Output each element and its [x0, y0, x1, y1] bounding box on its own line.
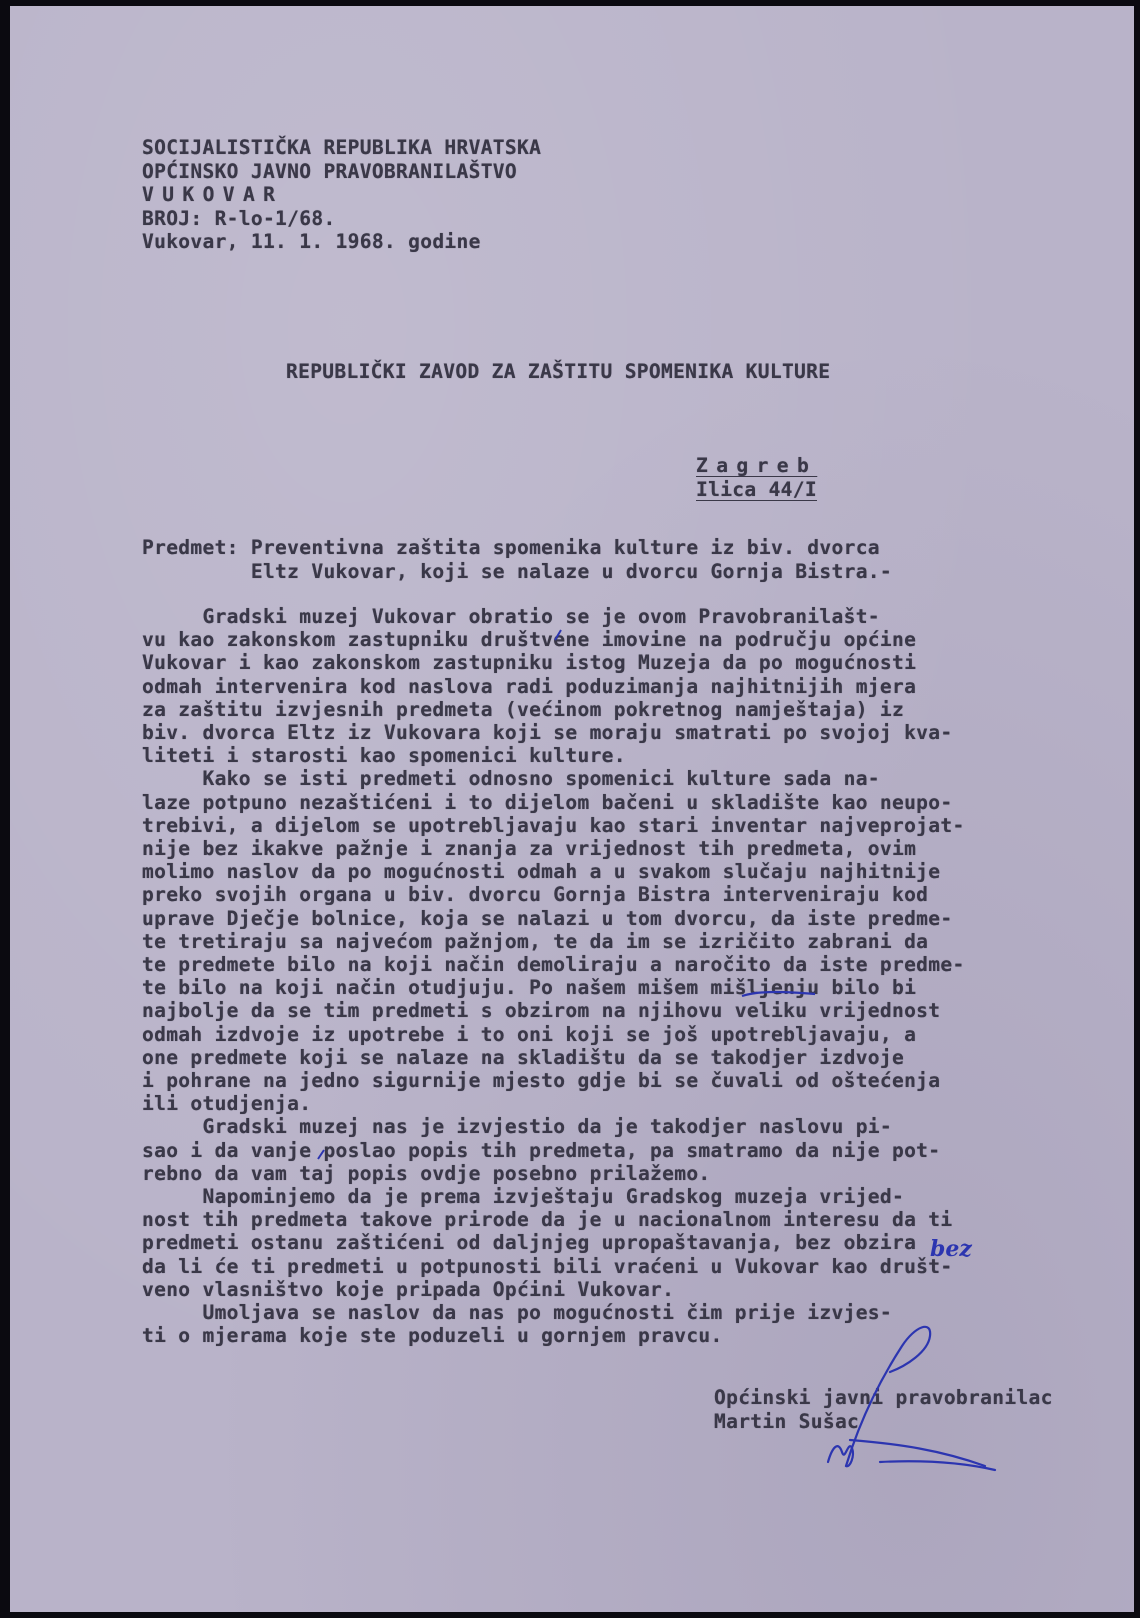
body-line: rebno da vam taj popis ovdje posebno prilažemo.	[142, 1161, 711, 1185]
strikeout-mark	[742, 992, 815, 996]
body-line: Napominjemo da je prema izvještaju Gradskog muzeja vrijed-	[142, 1185, 905, 1209]
insertion-mark	[555, 630, 561, 640]
body-line: ili otudjenja.	[142, 1092, 312, 1116]
body-line: i pohrane na jedno sigurnije mjesto gdje bi se čuvali od oštećenja	[142, 1069, 941, 1093]
body-line: te predmete bilo na koji način demoliraju a naročito da iste predme-	[142, 953, 965, 977]
body-line: Gradski muzej nas je izvjestio da je takodjer naslovu pi-	[142, 1115, 892, 1139]
body-line: te bilo na koji način otudjuju. Po našem mišem mišljenju bilo bi	[142, 976, 917, 1000]
header-republic: SOCIJALISTIČKA REPUBLIKA HRVATSKA	[142, 136, 542, 159]
body-line: liteti i starosti kao spomenici kulture.	[142, 744, 626, 768]
recipient-street: Ilica 44/I	[696, 477, 817, 501]
header-office: OPĆINSKO JAVNO PRAVOBRANILAŠTVO	[142, 159, 517, 183]
handwritten-correction-text: bez	[930, 1236, 972, 1262]
body-line: predmeti ostanu zaštićeni od daljnjeg upropaštavanja, bez obzira	[142, 1231, 917, 1255]
body-line: molimo naslov da po mogućnosti odmah a u svakom slučaju najhitnije	[142, 860, 941, 884]
body-line: trebivi, a dijelom se upotrebljavaju kao stari inventar najveprojat-	[142, 813, 965, 837]
body-line: nije bez ikakve pažnje i znanja za vrijednost tih predmeta, ovim	[142, 837, 917, 861]
body-line: one predmete koji se nalaze na skladištu da se takodjer izdvoje	[142, 1045, 905, 1069]
recipient-name: REPUBLIČKI ZAVOD ZA ZAŠTITU SPOMENIKA KULTURE	[286, 360, 831, 383]
body-line: preko svojih organa u biv. dvorcu Gornja Bistra interveniraju kod	[142, 883, 929, 907]
insertion-mark	[318, 1150, 324, 1159]
body-line: vu kao zakonskom zastupniku društvene imovine na području općine	[142, 628, 917, 652]
subject-line-1: Predmet: Preventivna zaštita spomenika kulture iz biv. dvorca	[142, 536, 880, 559]
body-line: biv. dvorca Eltz iz Vukovara koji se moraju smatrati po svojoj kva-	[142, 721, 953, 745]
body-line: Kako se isti predmeti odnosno spomenici kulture sada na-	[142, 767, 880, 791]
body-line: laze potpuno nezaštićeni i to dijelom bačeni u skladište kao neupo-	[142, 790, 953, 814]
header-city: VUKOVAR	[142, 183, 284, 207]
body-line: te tretiraju sa najvećom pažnjom, te da im se izričito zabrani da	[142, 929, 929, 953]
handwritten-signature	[828, 1327, 995, 1470]
header-date: Vukovar, 11. 1. 1968. godine	[142, 230, 481, 254]
header-reference-number: BROJ: R-lo-1/68.	[142, 206, 336, 230]
body-line: veno vlasništvo koje pripada Općini Vukovar.	[142, 1277, 675, 1301]
subject-line-2: Eltz Vukovar, koji se nalaze u dvorcu Gornja Bistra.-	[142, 559, 892, 583]
body-line: Umoljava se naslov da nas po mogućnosti čim prije izvjes-	[142, 1301, 892, 1325]
recipient-city: Zagreb	[696, 454, 818, 477]
body-line: ti o mjerama koje ste poduzeli u gornjem pravcu.	[142, 1324, 723, 1348]
body-line: Gradski muzej Vukovar obratio se je ovom Pravobranilašt-	[142, 605, 880, 628]
body-line: da li će ti predmeti u potpunosti bili vraćeni u Vukovar kao društ-	[142, 1254, 953, 1278]
signature-loop-stroke	[846, 1327, 930, 1466]
body-line: najbolje da se tim predmeti s obzirom na njihovu veliku vrijednost	[142, 999, 941, 1023]
body-line: sao i da vanje poslao popis tih predmeta, pa smatramo da nije pot-	[142, 1138, 941, 1162]
signature-title: Općinski javni pravobranilac	[714, 1386, 1053, 1409]
body-line: uprave Dječje bolnice, koja se nalazi u tom dvorcu, da iste predme-	[142, 906, 953, 930]
body-line: odmah izdvoje iz upotrebe i to oni koji se još upotrebljavaju, a	[142, 1022, 917, 1046]
signature-name: Martin Sušac	[714, 1409, 860, 1433]
body-line: odmah intervenira kod naslova radi poduzimanja najhitnijih mjera	[142, 674, 917, 698]
body-line: za zaštitu izvjesnih predmeta (većinom pokretnog namještaja) iz	[142, 697, 905, 721]
body-line: nost tih predmeta takove prirode da je u nacionalnom interesu da ti	[142, 1208, 953, 1232]
body-line: Vukovar i kao zakonskom zastupniku istog Muzeja da po mogućnosti	[142, 651, 917, 675]
